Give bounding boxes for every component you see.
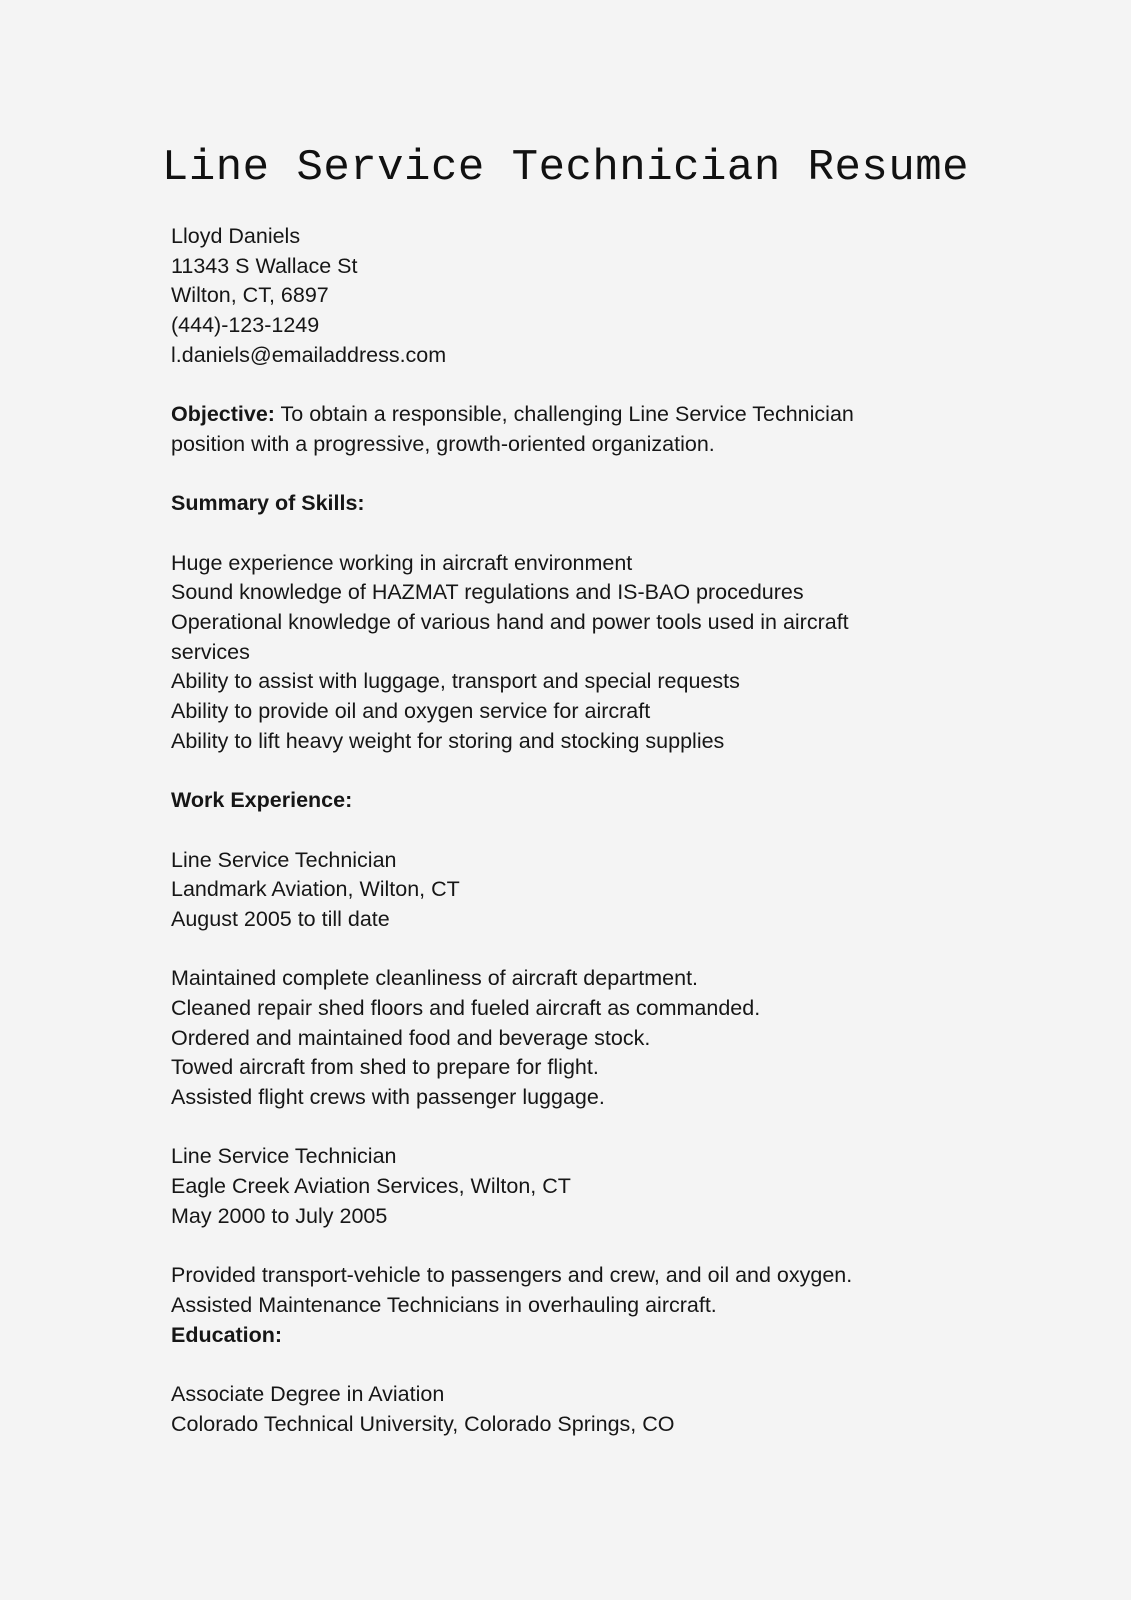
job-duty: Ordered and maintained food and beverage stock.	[171, 1025, 651, 1050]
education-school: Colorado Technical University, Colorado Springs, CO	[171, 1411, 675, 1436]
job-title: Line Service Technician	[171, 847, 397, 872]
skills-list	[171, 549, 931, 757]
contact-email: l.daniels@emailaddress.com	[171, 342, 447, 367]
education-heading: Education:	[171, 1322, 283, 1347]
spacer	[171, 460, 931, 490]
education-degree: Associate Degree in Aviation	[171, 1381, 445, 1406]
objective-label: Objective:	[171, 402, 275, 427]
job-dates: August 2005 to till date	[171, 906, 390, 931]
education-entry	[171, 1380, 931, 1439]
spacer	[171, 1350, 931, 1380]
contact-name: Lloyd Daniels	[171, 224, 301, 248]
skill-item: Ability to assist with luggage, transport and special requests	[171, 669, 740, 694]
resume-body	[171, 222, 931, 1439]
job-dates: May 2000 to July 2005	[171, 1203, 388, 1228]
experience-heading: Work Experience:	[171, 788, 353, 813]
spacer	[171, 756, 931, 786]
job-entry	[171, 1142, 931, 1320]
job-company: Eagle Creek Aviation Services, Wilton, CT	[171, 1174, 571, 1199]
job-duty: Cleaned repair shed floors and fueled aircraft as commanded.	[171, 995, 761, 1020]
skills-heading: Summary of Skills:	[171, 491, 365, 516]
spacer	[171, 1113, 931, 1143]
spacer	[171, 816, 931, 846]
job-duty: Assisted Maintenance Technicians in overhauling aircraft.	[171, 1292, 717, 1317]
contact-city: Wilton, CT, 6897	[171, 283, 329, 308]
spacer	[171, 519, 931, 549]
skill-item: Operational knowledge of various hand and power tools used in aircraft services	[171, 609, 849, 664]
objective-section	[171, 400, 931, 459]
job-duty: Provided transport-vehicle to passengers and crew, and oil and oxygen.	[171, 1263, 853, 1288]
job-duty: Maintained complete cleanliness of aircraft department.	[171, 966, 699, 991]
spacer	[171, 1231, 931, 1261]
skill-item: Ability to provide oil and oxygen service for aircraft	[171, 699, 651, 724]
job-title: Line Service Technician	[171, 1144, 397, 1169]
job-duty: Towed aircraft from shed to prepare for flight.	[171, 1055, 599, 1080]
job-company: Landmark Aviation, Wilton, CT	[171, 877, 460, 902]
spacer	[171, 370, 931, 400]
spacer	[171, 935, 931, 965]
skill-item: Sound knowledge of HAZMAT regulations and IS-BAO procedures	[171, 580, 804, 605]
job-entry	[171, 846, 931, 1113]
skill-item: Huge experience working in aircraft environment	[171, 550, 633, 575]
contact-phone: (444)-123-1249	[171, 313, 320, 338]
contact-street: 11343 S Wallace St	[171, 253, 358, 278]
resume-title: Line Service Technician Resume	[161, 143, 970, 193]
skill-item: Ability to lift heavy weight for storing and stocking supplies	[171, 728, 725, 753]
job-duty: Assisted flight crews with passenger luggage.	[171, 1085, 605, 1109]
contact-block	[171, 222, 931, 370]
objective-text: To obtain a responsible, challenging Line Service Technician position with a progressive, growth-oriented organization.	[171, 402, 854, 456]
